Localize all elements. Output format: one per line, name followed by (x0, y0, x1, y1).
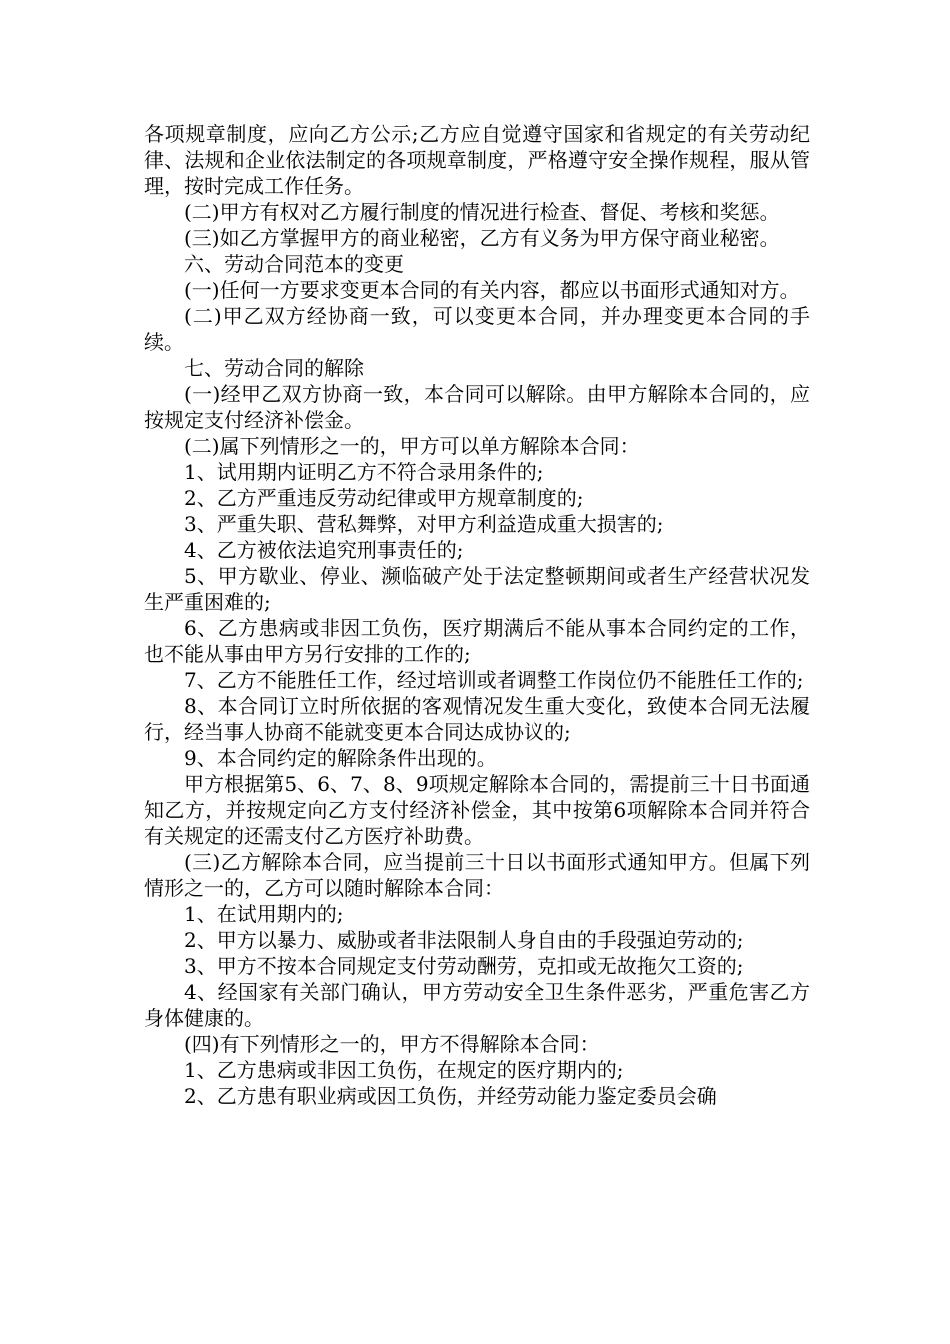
paragraph: 4、乙方被依法追究刑事责任的; (184, 538, 464, 562)
paragraph: 甲方根据第5、6、7、8、9项规定解除本合同的，需提前三十日书面通知乙方，并按规定向乙方支付经济补偿金，其中按第6项解除本合同并符合有关规定的还需支付乙方医疗补助费。 (144, 772, 810, 848)
paragraph: (二)甲乙双方经协商一致，可以变更本合同，并办理变更本合同的手续。 (144, 304, 810, 354)
paragraph: 各项规章制度，应向乙方公示;乙方应自觉遵守国家和省规定的有关劳动纪律、法规和企业依法制定的各项规章制度，严格遵守安全操作规程，服从管理，按时完成工作任务。 (144, 122, 810, 198)
paragraph: 3、甲方不按本合同规定支付劳动酬劳，克扣或无故拖欠工资的; (184, 954, 744, 978)
paragraph: 7、乙方不能胜任工作，经过培训或者调整工作岗位仍不能胜任工作的; (184, 668, 804, 692)
paragraph: 1、试用期内证明乙方不符合录用条件的; (184, 460, 544, 484)
paragraph: 1、在试用期内的; (184, 902, 344, 926)
paragraph: 3、严重失职、营私舞弊，对甲方利益造成重大损害的; (184, 512, 664, 536)
paragraph: 9、本合同约定的解除条件出现的。 (184, 746, 497, 770)
paragraph: 2、甲方以暴力、威胁或者非法限制人身自由的手段强迫劳动的; (184, 928, 744, 952)
paragraph: 2、乙方严重违反劳动纪律或甲方规章制度的; (184, 486, 584, 510)
paragraph: 6、乙方患病或非因工负伤，医疗期满后不能从事本合同约定的工作，也不能从事由甲方另行安排的工作的; (144, 616, 810, 666)
paragraph: (二)甲方有权对乙方履行制度的情况进行检查、督促、考核和奖惩。 (184, 200, 780, 224)
paragraph: 七、劳动合同的解除 (184, 356, 364, 380)
paragraph: 8、本合同订立时所依据的客观情况发生重大变化，致使本合同无法履行，经当事人协商不能就变更本合同达成协议的; (144, 694, 810, 744)
paragraph: 5、甲方歇业、停业、濒临破产处于法定整顿期间或者生产经营状况发生严重困难的; (144, 564, 810, 614)
paragraph: (四)有下列情形之一的，甲方不得解除本合同： (184, 1032, 600, 1056)
document-body (144, 121, 810, 1109)
paragraph: 1、乙方患病或非因工负伤，在规定的医疗期内的; (184, 1058, 624, 1082)
paragraph: 2、乙方患有职业病或因工负伤，并经劳动能力鉴定委员会确 (184, 1084, 717, 1108)
paragraph: 六、劳动合同范本的变更 (184, 252, 404, 276)
paragraph: (一)任何一方要求变更本合同的有关内容，都应以书面形式通知对方。 (184, 278, 800, 302)
paragraph: 4、经国家有关部门确认，甲方劳动安全卫生条件恶劣，严重危害乙方身体健康的。 (144, 980, 810, 1030)
paragraph: (一)经甲乙双方协商一致，本合同可以解除。由甲方解除本合同的，应按规定支付经济补偿金。 (144, 382, 810, 432)
paragraph: (三)乙方解除本合同，应当提前三十日以书面形式通知甲方。但属下列情形之一的，乙方可以随时解除本合同： (144, 850, 810, 900)
paragraph: (三)如乙方掌握甲方的商业秘密，乙方有义务为甲方保守商业秘密。 (184, 226, 780, 250)
paragraph: (二)属下列情形之一的，甲方可以单方解除本合同： (184, 434, 640, 458)
